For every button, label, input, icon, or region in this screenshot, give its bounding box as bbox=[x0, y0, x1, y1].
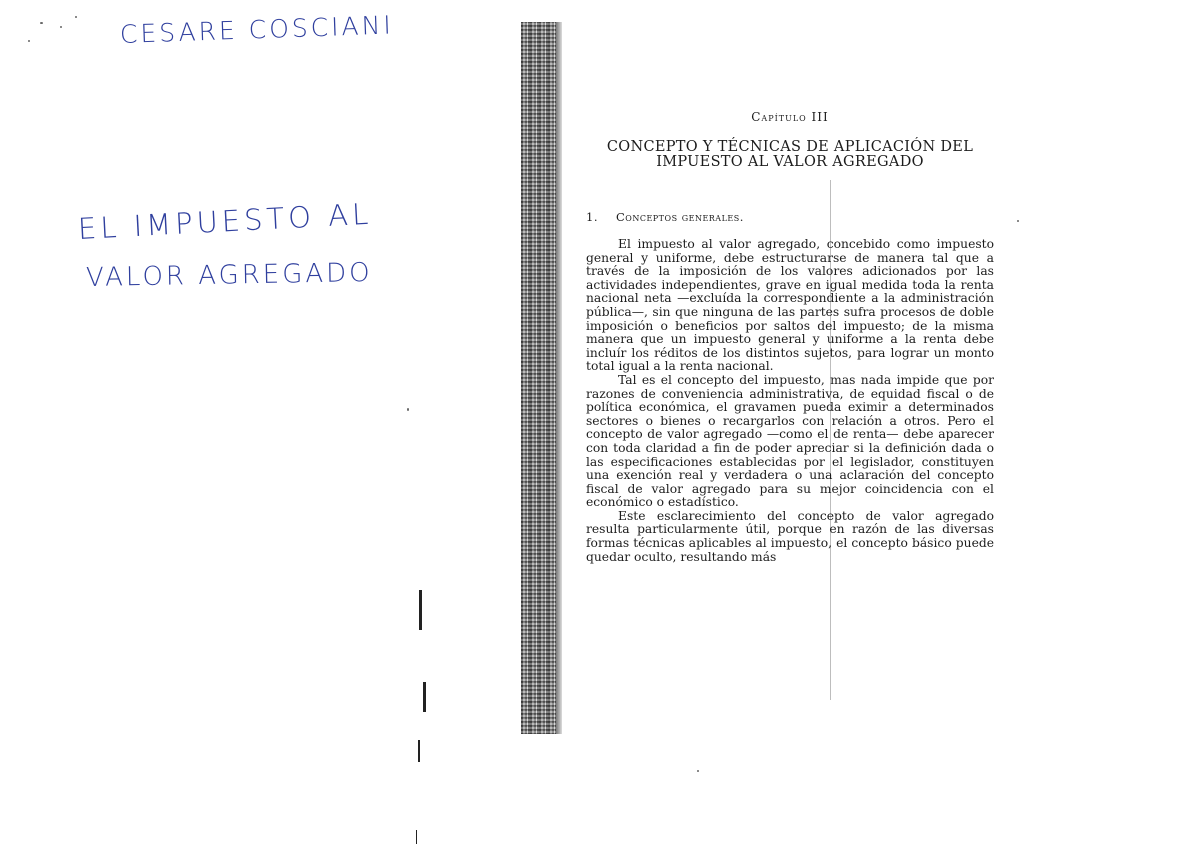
body-paragraph: Este esclarecimiento del concepto de valor agregado resulta particularmente útil, porque en razón de las diversas formas técnicas aplicables al impuesto, el concepto básico puede quedar oculto, resultando más bbox=[586, 508, 994, 564]
scan-speck bbox=[1017, 220, 1019, 222]
body-paragraph: Tal es el concepto del impuesto, mas nada impide que por razones de conveniencia administrativa, de equidad fiscal o de política económica, el gravamen pueda eximir a determinados sectores o bienes o recargarlos con relación a otros. Pero el concepto de valor agregado —como el de renta— debe aparecer con toda claridad a fin de poder apreciar si la definición dada o las especificaciones establecidas por el legislador, constituyen una exención real y verdadera o una aclaración del concepto fiscal de valor agregado para su mejor coincidencia con el económico o estadístico. bbox=[586, 372, 994, 510]
scan-speck bbox=[40, 22, 43, 24]
scan-mark bbox=[418, 740, 420, 762]
scan-speck bbox=[60, 26, 62, 28]
handwritten-title-line-1: EL IMPUESTO AL bbox=[77, 196, 373, 246]
scan-speck bbox=[407, 408, 409, 411]
scan-mark bbox=[419, 590, 422, 630]
handwritten-author-name: CESARE COSCIANI bbox=[119, 10, 395, 49]
scan-mark bbox=[423, 682, 426, 712]
scan-speck bbox=[28, 40, 30, 42]
body-paragraph: El impuesto al valor agregado, concebido como impuesto general y uniforme, debe estructurarse de manera tal que a través de la imposición de los valores adicionados por las actividades independientes, grave en igual medida toda la renta nacional neta —excluída la correspondiente a la administración pública—, sin que ninguna de las partes sufra procesos de doble imposición o beneficios por saltos del impuesto; de la misma manera que un impuesto general y uniforme a la renta debe incluír los réditos de los distintos sujetos, para lograr un monto total igual a la renta nacional. bbox=[586, 237, 994, 374]
scan-speck bbox=[75, 16, 77, 18]
handwritten-title-line-2: VALOR AGREGADO bbox=[85, 257, 373, 293]
book-spine-shadow bbox=[521, 22, 559, 734]
scan-speck bbox=[697, 770, 699, 772]
chapter-title: CONCEPTO Y TÉCNICAS DE APLICACIÓN DEL IMPUESTO AL VALOR AGREGADO bbox=[606, 139, 974, 170]
section-heading bbox=[586, 210, 994, 224]
section-title: Conceptos generales. bbox=[615, 210, 744, 224]
book-spine-edge bbox=[556, 22, 562, 734]
scan-mark bbox=[416, 830, 417, 844]
chapter-label: Capítulo III bbox=[751, 110, 829, 124]
section-number: 1. bbox=[586, 210, 598, 224]
book-page bbox=[586, 110, 994, 564]
